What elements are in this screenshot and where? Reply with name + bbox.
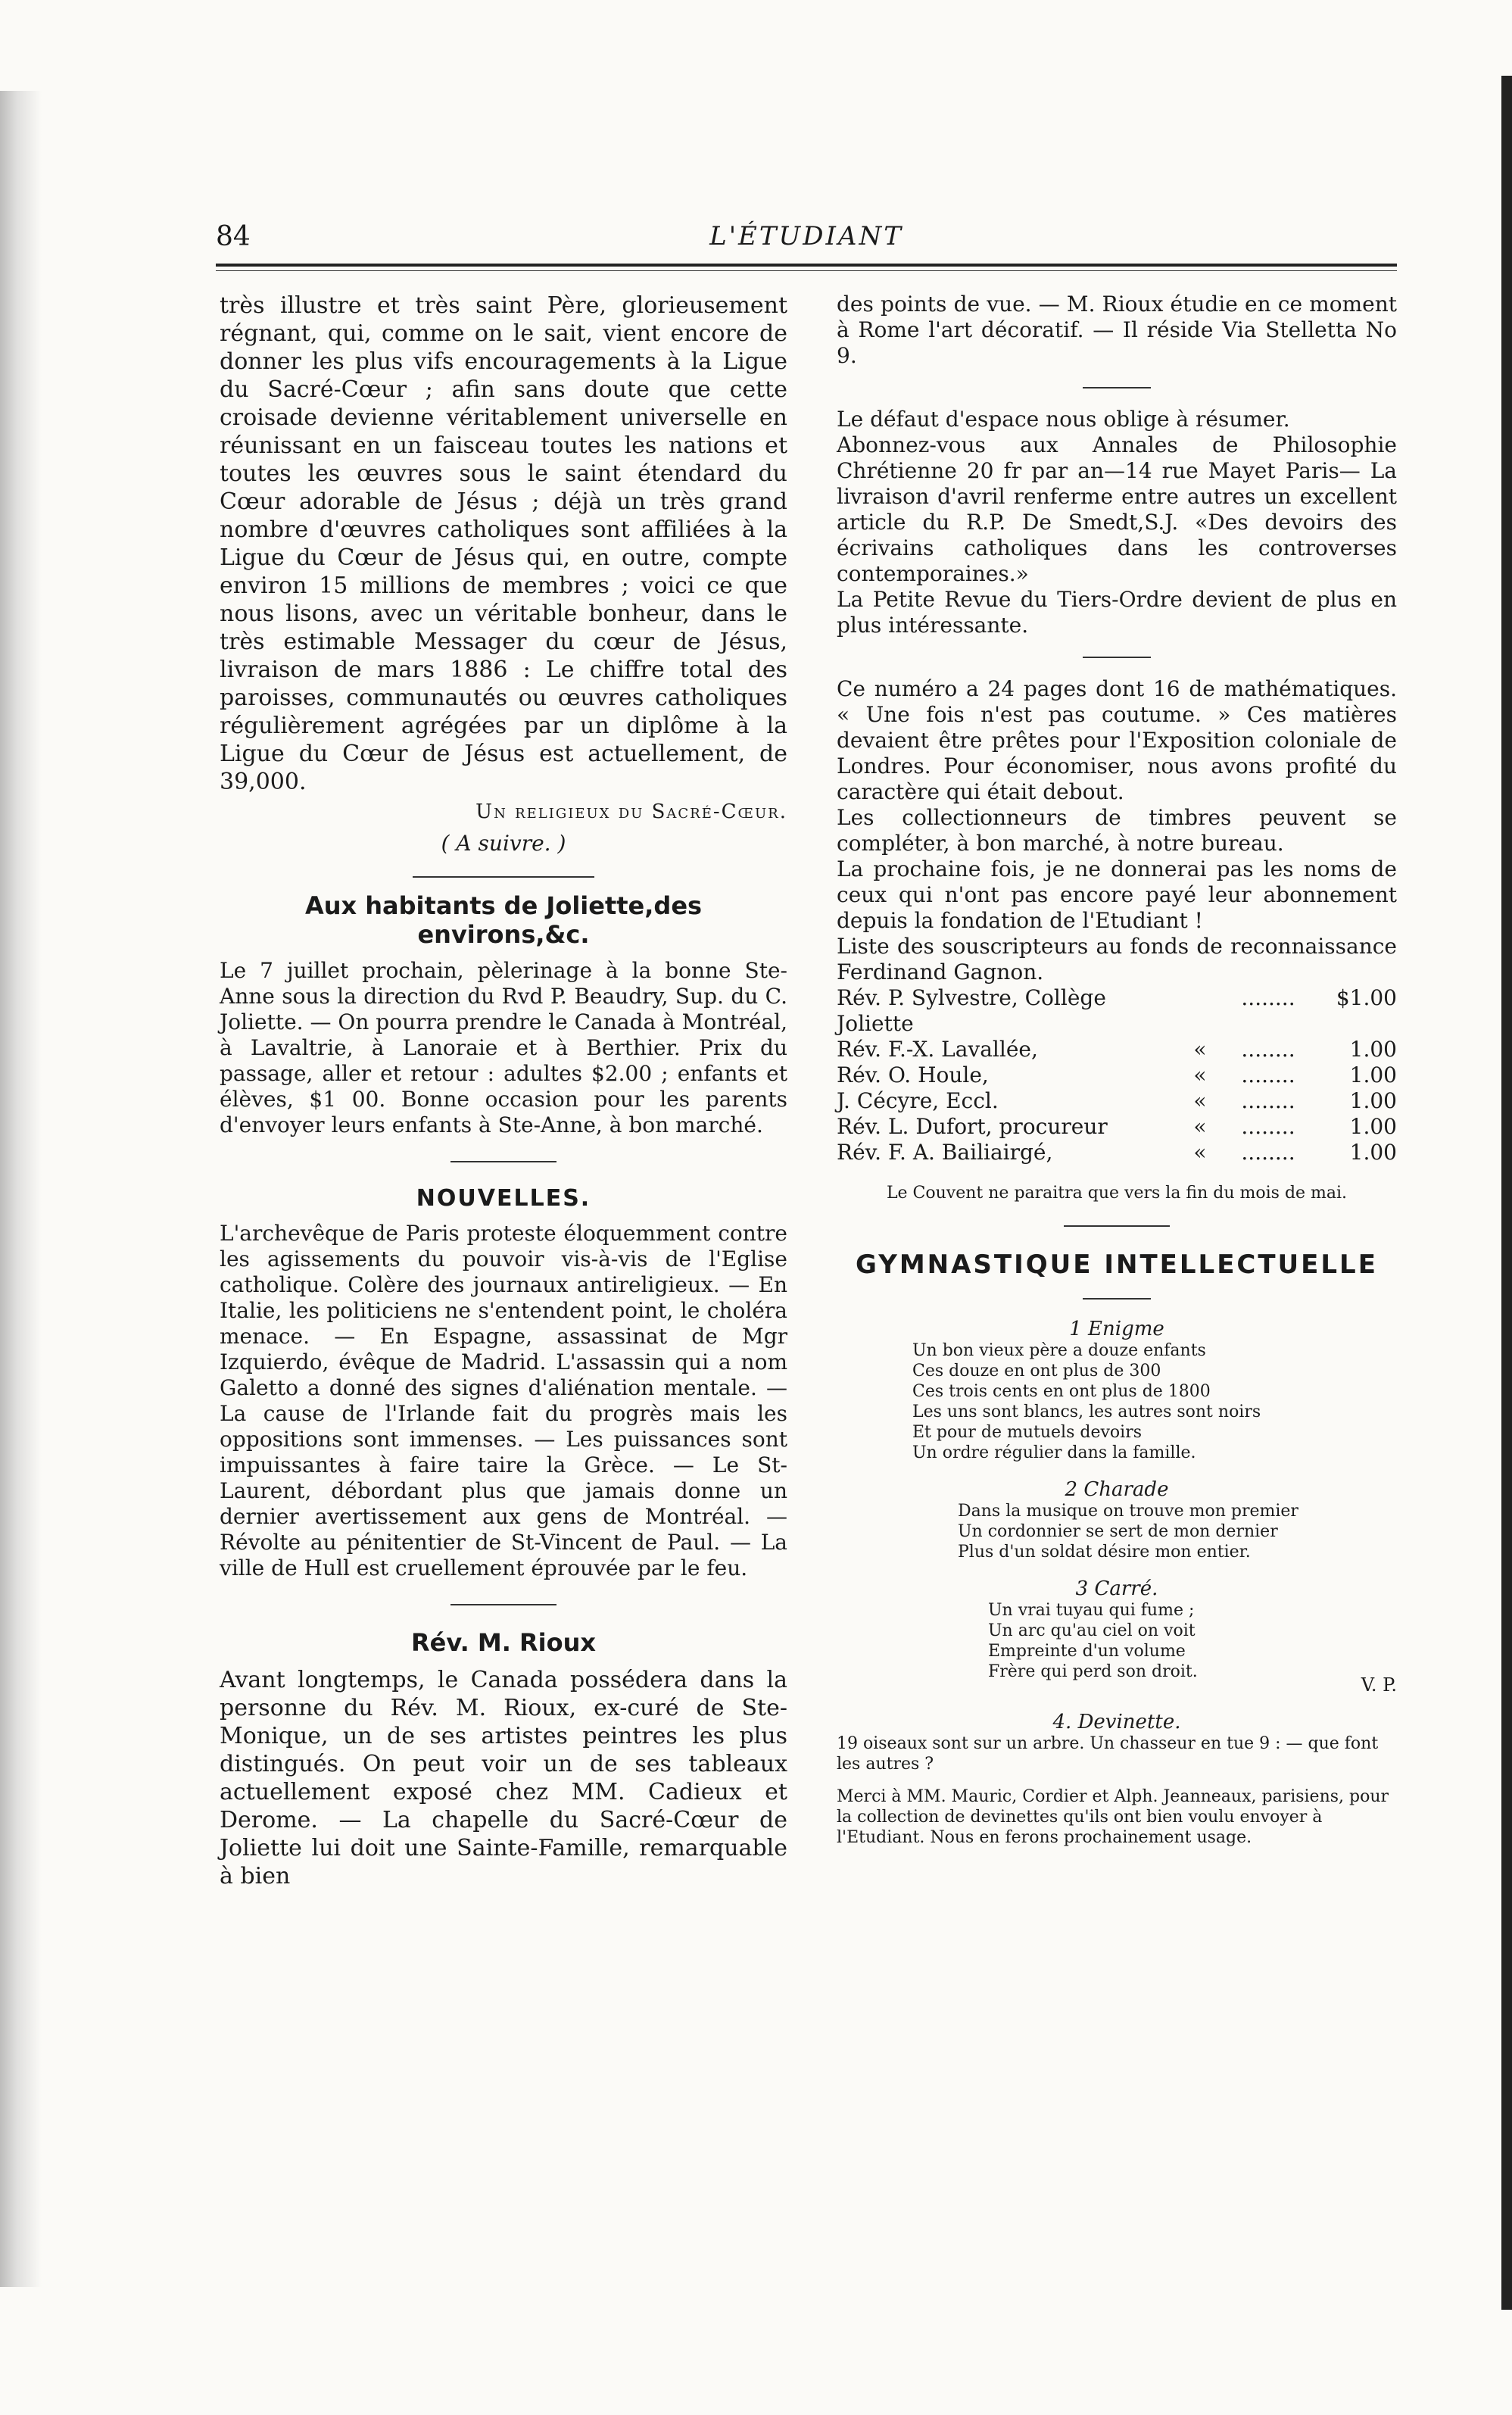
collectionneurs-paragraph: Les collectionneurs de timbres peuvent se compléter, à bon marché, à notre bureau. — [837, 805, 1397, 856]
subscriber-amount: 1.00 — [1349, 1088, 1397, 1113]
numero-paragraph: Ce numéro a 24 pages dont 16 de mathématiques. « Une fois n'est pas coutume. » Ces matières devaient être prêtes pour l'Exposition coloniale de Londres. Pour économiser, nous avons profité du caractère qui était debout. — [837, 676, 1397, 804]
author-initials: V. P. — [1361, 1674, 1397, 1696]
enigme-line: Un ordre régulier dans la famille. — [912, 1443, 1196, 1462]
ornament-divider — [220, 866, 787, 881]
defaut-paragraph: Le défaut d'espace nous oblige à résumer. — [837, 407, 1290, 432]
nouvelles-paragraph: L'archevêque de Paris proteste éloquemment contre les agissements du pouvoir vis-à-vis de l'Eglise catholique. Colère des journaux antireligieux. — En Italie, les politiciens ne s'entendent point, le choléra menace. — En Espagne, assassinat de Mgr Izquierdo, évêque de Madrid. L'assassin qui a nom Galetto a donné des signes d'aliénation mentale. — La cause de l'Irlande fait du progrès mais les oppositions sont immenses. — Les puissances sont impuissantes à faire taire la Grèce. — Le St-Laurent, débordant plus que jamais donne un dernier avertissement aux gens de Montréal. — Révolte au pénitentier de St-Vincent de Paul. — La ville de Hull est cruellement éprouvée par le feu. — [220, 1221, 787, 1580]
subscriber-name: Rév. F. A. Bailiairgé, — [837, 1140, 1053, 1165]
carre-heading: 3 Carré. — [1075, 1577, 1158, 1600]
merci-paragraph: Merci à MM. Mauric, Cordier et Alph. Jeanneaux, parisiens, pour la collection de devinettes qu'ils ont bien voulu envoyer à l'Etudiant. Nous en ferons prochainement usage. — [837, 1787, 1389, 1847]
subscriber-ditto — [1177, 985, 1223, 1037]
liste-paragraph: Liste des souscripteurs au fonds de reconnaissance Ferdinand Gagnon. — [837, 934, 1397, 984]
joliette-paragraph: Le 7 juillet prochain, pèlerinage à la bonne Ste-Anne sous la direction du Rvd P. Beaudry, Sup. du C. Joliette. — On pourra prendre le Canada à Montréal, à Lavaltrie, à Lanoraie et à Berthier. Prix du passage, aller et retour : adultes $2.00 ; enfants et élèves, $1 00. Bonne occasion pour les parents d'envoyer leurs enfants à Ste-Anne, à bon marché. — [220, 958, 787, 1137]
rioux-continuation: des points de vue. — M. Rioux étudie en ce moment à Rome l'art décoratif. — Il réside Via Stelletta No 9. — [837, 292, 1397, 368]
enigme-line: Ces douze en ont plus de 300 — [912, 1362, 1161, 1381]
subscriber-amount: $1.00 — [1336, 985, 1397, 1010]
nouvelles-heading: NOUVELLES. — [416, 1185, 591, 1212]
intro-paragraph: très illustre et très saint Père, glorieusement régnant, qui, comme on le sait, vient encore de donner les plus vifs encouragements à la Ligue du Sacré-Cœur ; afin sans doute que cette croisade devienne véritablement universelle en réunissant en un faisceau toutes les nations et toutes les œuvres sous le saint étendard du Cœur adorable de Jésus ; déjà un très grand nombre d'œuvres catholiques sont affiliées à la Ligue du Cœur de Jésus qui, en outre, compte environ 15 millions de membres ; voici ce que nous lisons, avec un véritable bonheur, dans le très estimable Messager du cœur de Jésus, livraison de mars 1886 : Le chiffre total des paroisses, communautés ou œuvres catholiques régulièrement agrégées par un diplôme à la Ligue du Cœur de Jésus est actuellement, de 39,000. — [220, 292, 787, 795]
table-row — [837, 1062, 1397, 1088]
subscriber-ditto: « — [1193, 1140, 1207, 1165]
page-edge — [1501, 76, 1512, 2310]
page-number: 84 — [216, 221, 251, 252]
charade-line: Un cordonnier se sert de mon dernier — [958, 1522, 1278, 1541]
subscriber-dots: ........ — [1241, 1114, 1295, 1139]
enigme-heading: 1 Enigme — [1069, 1318, 1164, 1340]
table-row — [837, 985, 1397, 1037]
carre-line: Un vrai tuyau qui fume ; — [988, 1601, 1195, 1620]
page-header — [216, 221, 1397, 251]
devinette-text: 19 oiseaux sont sur un arbre. Un chasseur en tue 9 : — que font les autres ? — [837, 1734, 1379, 1774]
running-title: L'ÉTUDIANT — [709, 221, 903, 251]
enigme-line: Ces trois cents en ont plus de 1800 — [912, 1382, 1211, 1401]
rioux-heading: Rév. M. Rioux — [410, 1628, 597, 1657]
header-rule-thin — [216, 270, 1397, 271]
header-rule — [216, 264, 1397, 267]
subscriber-name: Rév. P. Sylvestre, Collège Joliette — [837, 985, 1106, 1036]
subscriber-ditto: « — [1193, 1062, 1207, 1087]
section-divider — [1083, 387, 1151, 388]
joliette-heading: Aux habitants de Joliette,des environs,&c. — [304, 891, 703, 949]
subscriber-amount: 1.00 — [1349, 1140, 1397, 1165]
carre-line: Frère qui perd son droit. — [988, 1662, 1198, 1681]
gymnastique-heading: GYMNASTIQUE INTELLECTUELLE — [856, 1250, 1378, 1280]
section-divider — [450, 1161, 556, 1162]
devinette-heading: 4. Devinette. — [1052, 1711, 1181, 1733]
subscriber-name: Rév. L. Dufort, procureur — [837, 1114, 1108, 1139]
rioux-paragraph: Avant longtemps, le Canada possédera dans la personne du Rév. M. Rioux, ex-curé de Ste-Monique, un de ses artistes peintres les plus distingués. On peut voir un de ses tableaux actuellement exposé chez MM. Cadieux et Derome. — La chapelle du Sacré-Cœur de Joliette lui doit une Sainte-Famille, remarquable à bien — [220, 1667, 787, 1889]
subscriber-amount: 1.00 — [1349, 1037, 1397, 1062]
subscriber-ditto: « — [1193, 1114, 1207, 1139]
table-row — [837, 1088, 1397, 1114]
subscriber-amount: 1.00 — [1349, 1114, 1397, 1139]
prochaine-paragraph: La prochaine fois, je ne donnerai pas les noms de ceux qui n'ont pas encore payé leur abonnement depuis la fondation de l'Etudiant ! — [837, 856, 1397, 933]
subscriber-dots: ........ — [1241, 985, 1295, 1010]
section-divider — [1083, 1298, 1151, 1300]
signature: Un religieux du Sacré-Cœur. — [475, 800, 787, 823]
subscriber-name: J. Cécyre, Eccl. — [837, 1088, 999, 1113]
binding-shadow — [0, 91, 42, 2287]
subscriber-ditto: « — [1193, 1088, 1207, 1113]
subscribers-table — [837, 985, 1397, 1165]
table-row — [837, 1114, 1397, 1140]
charade-heading: 2 Charade — [1065, 1478, 1169, 1501]
table-row — [837, 1140, 1397, 1165]
enigme-line: Et pour de mutuels devoirs — [912, 1423, 1142, 1442]
subscriber-dots: ........ — [1241, 1062, 1295, 1087]
table-row — [837, 1037, 1397, 1062]
enigme-line: Les uns sont blancs, les autres sont noirs — [912, 1403, 1261, 1421]
subscriber-dots: ........ — [1241, 1037, 1295, 1062]
right-column — [837, 292, 1397, 1848]
section-divider — [1083, 657, 1151, 658]
subscriber-dots: ........ — [1241, 1088, 1295, 1113]
subscriber-dots: ........ — [1241, 1140, 1295, 1165]
petite-revue-paragraph: La Petite Revue du Tiers-Ordre devient de plus en plus intéressante. — [837, 587, 1397, 638]
left-column — [220, 292, 787, 1890]
subscriber-name: Rév. F.-X. Lavallée, — [837, 1037, 1038, 1062]
charade-line: Plus d'un soldat désire mon entier. — [958, 1543, 1251, 1562]
charade-line: Dans la musique on trouve mon premier — [958, 1502, 1298, 1521]
subscriber-amount: 1.00 — [1349, 1062, 1397, 1087]
carre-line: Un arc qu'au ciel on voit — [988, 1621, 1196, 1640]
to-be-continued: ( A suivre. ) — [441, 831, 566, 856]
couvent-notice: Le Couvent ne paraitra que vers la fin du mois de mai. — [886, 1184, 1348, 1203]
enigme-line: Un bon vieux père a douze enfants — [912, 1341, 1206, 1360]
section-divider — [450, 1604, 556, 1605]
carre-line: Empreinte d'un volume — [988, 1642, 1186, 1661]
subscriber-ditto: « — [1193, 1037, 1207, 1062]
section-divider — [1064, 1225, 1170, 1227]
abonnez-paragraph: Abonnez-vous aux Annales de Philosophie Chrétienne 20 fr par an—14 rue Mayet Paris— La livraison d'avril renferme entre autres un excellent article du R.P. De Smedt,S.J. «Des devoirs des écrivains catholiques dans les controverses contemporaines.» — [837, 432, 1397, 586]
subscriber-name: Rév. O. Houle, — [837, 1062, 989, 1087]
